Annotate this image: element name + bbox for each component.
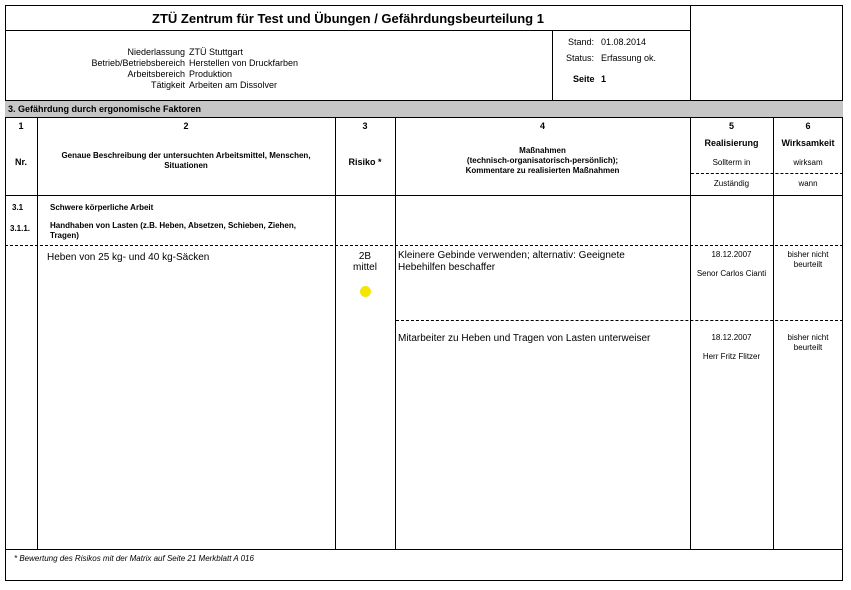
column-header-bottom bbox=[5, 195, 843, 196]
measure-1-date: 18.12.2007 bbox=[711, 250, 752, 259]
measure-1-wirksam-line1: bisher nicht bbox=[787, 250, 829, 259]
col-header-risiko: Risiko * bbox=[348, 157, 382, 167]
col-number-5: 5 bbox=[728, 121, 734, 131]
col-number-4: 4 bbox=[539, 121, 545, 131]
measure-2-person: Herr Fritz Flitzer bbox=[702, 352, 761, 361]
col-header-massnahmen: Maßnahmen bbox=[519, 146, 566, 155]
col-header-beschreibung: Genaue Beschreibung der untersuchten Arbeitsmittel, Menschen, Situationen bbox=[61, 151, 311, 170]
group-nr-1: 3.1 bbox=[12, 203, 24, 212]
group-row-divider bbox=[5, 245, 843, 246]
section-title: 3. Gefährdung durch ergonomische Faktoren bbox=[8, 104, 202, 114]
measure-1-text-line2: Hebehilfen beschaffer bbox=[398, 262, 496, 273]
col-line-1 bbox=[37, 118, 38, 549]
meta-value-taetigkeit: Arbeiten am Dissolver bbox=[189, 80, 278, 90]
title-divider bbox=[5, 30, 691, 31]
stand-label: Stand: bbox=[568, 37, 595, 47]
measure-1-wirksam-line2: beurteilt bbox=[793, 260, 823, 269]
col-header-realisierung: Realisierung bbox=[704, 138, 759, 148]
status-value: Erfassung ok. bbox=[601, 53, 657, 63]
measure-1-person: Senor Carlos Cianti bbox=[696, 269, 767, 278]
col-line-2 bbox=[335, 118, 336, 549]
col-header-massnahmen-sub1: (technisch-organisatorisch-persönlich); bbox=[466, 156, 619, 165]
meta-value-betrieb: Herstellen von Druckfarben bbox=[189, 58, 299, 68]
col-number-6: 6 bbox=[805, 121, 811, 131]
measure-2-wirksam-line1: bisher nicht bbox=[787, 333, 829, 342]
col-header-nr: Nr. bbox=[14, 157, 27, 167]
col-header-massnahmen-sub2: Kommentare zu realisierten Maßnahmen bbox=[465, 166, 620, 175]
group-title-2-line2: Tragen) bbox=[50, 231, 79, 240]
meta-label-arbeitsbereich: Arbeitsbereich bbox=[127, 69, 185, 79]
meta-value-niederlassung: ZTÜ Stuttgart bbox=[189, 47, 244, 57]
group-title-1: Schwere körperliche Arbeit bbox=[50, 203, 154, 212]
meta-value-arbeitsbereich: Produktion bbox=[189, 69, 233, 79]
risiko-indicator-dot bbox=[360, 286, 371, 297]
group-title-2-line1: Handhaben von Lasten (z.B. Heben, Absetzen, Schieben, Ziehen, bbox=[50, 221, 296, 230]
footnote: * Bewertung des Risikos mit der Matrix auf Seite 21 Merkblatt A 016 bbox=[14, 554, 254, 563]
col-header-wann: wann bbox=[798, 179, 818, 188]
col-number-2: 2 bbox=[183, 121, 189, 131]
status-label: Status: bbox=[566, 53, 595, 63]
measure-2-date: 18.12.2007 bbox=[711, 333, 752, 342]
realisierung-divider bbox=[691, 173, 843, 174]
measure-2-wirksam-line2: beurteilt bbox=[793, 343, 823, 352]
row-beschreibung: Heben von 25 kg- und 40 kg-Säcken bbox=[47, 252, 210, 263]
meta-label-niederlassung: Niederlassung bbox=[127, 47, 185, 57]
stand-value: 01.08.2014 bbox=[601, 37, 647, 47]
col-header-wirksam: wirksam bbox=[793, 158, 823, 167]
table-bottom bbox=[5, 549, 843, 550]
seite-value: 1 bbox=[601, 74, 607, 84]
col-number-3: 3 bbox=[362, 121, 368, 131]
measure-2-text-line1: Mitarbeiter zu Heben und Tragen von Lasten unterweiser bbox=[398, 333, 651, 344]
document-title: ZTÜ Zentrum für Test und Übungen / Gefährdungsbeurteilung 1 bbox=[152, 11, 544, 26]
measure-1-text-line1: Kleinere Gebinde verwenden; alternativ: Geeignete bbox=[398, 250, 625, 261]
stand-divider bbox=[552, 30, 553, 101]
risiko-code: 2B bbox=[358, 251, 372, 262]
group-nr-2: 3.1.1. bbox=[10, 224, 31, 233]
outer-frame bbox=[5, 5, 843, 581]
col-number-1: 1 bbox=[18, 121, 24, 131]
col-header-zustaendig: Zuständig bbox=[713, 179, 750, 188]
col-header-sollterm: Sollterm in bbox=[712, 158, 751, 167]
measure-divider bbox=[396, 320, 843, 321]
meta-label-betrieb: Betrieb/Betriebsbereich bbox=[91, 58, 185, 68]
col-line-3 bbox=[395, 118, 396, 549]
col-header-wirksamkeit: Wirksamkeit bbox=[781, 138, 835, 148]
risiko-text: mittel bbox=[353, 262, 377, 273]
seite-label: Seite bbox=[573, 74, 595, 84]
meta-label-taetigkeit: Tätigkeit bbox=[150, 80, 185, 90]
